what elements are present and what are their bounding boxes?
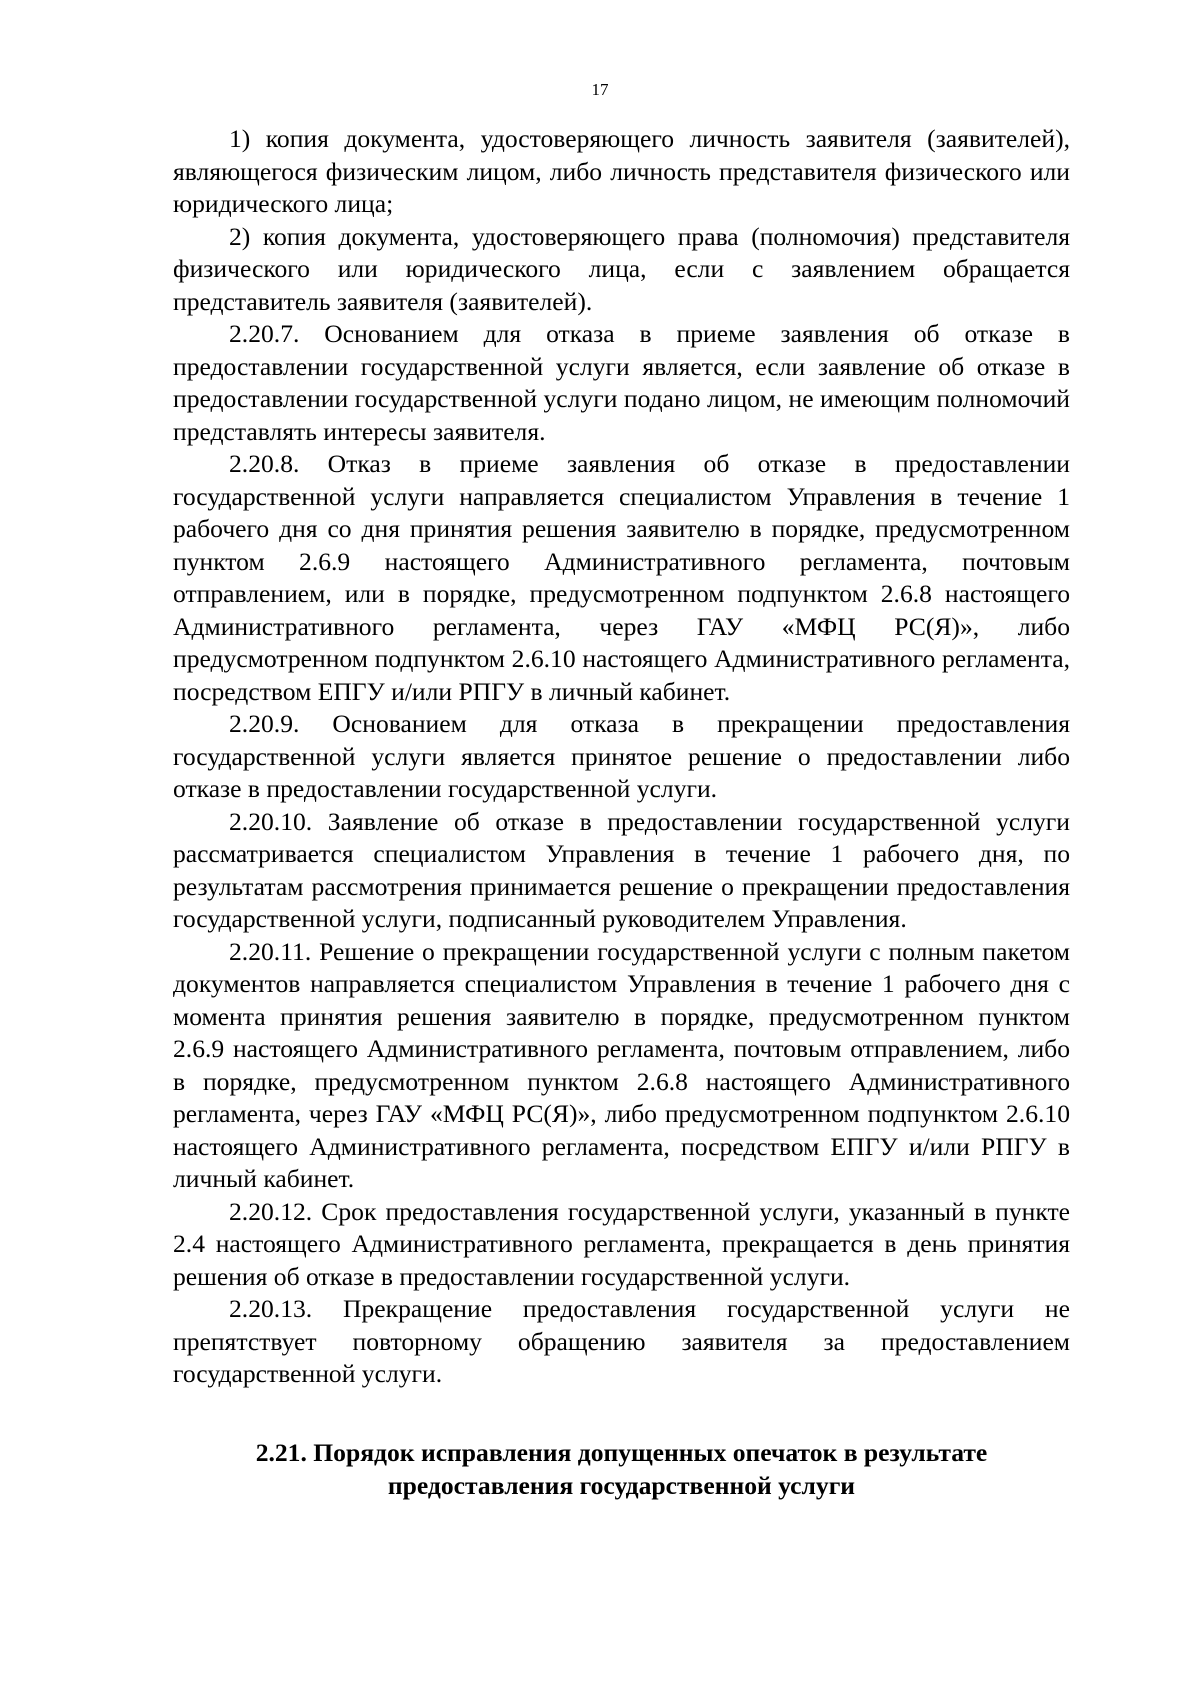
section-heading-line-1: 2.21. Порядок исправления допущенных опечаток в результате <box>255 1438 988 1467</box>
paragraph-2-20-9: 2.20.9. Основанием для отказа в прекращении предоставления государственной услуги является принятое решение о предоставлении либо отказе в предоставлении государственной услуги. <box>173 709 1070 803</box>
paragraph-2-20-11: 2.20.11. Решение о прекращении государственной услуги с полным пакетом документов направляется специалистом Управления в течение 1 рабочего дня с момента принятия решения заявителю в порядке, предусмотренном пунктом 2.6.9 настоящего Административного регламента, почтовым отправлением, либо в порядке, предусмотренном пунктом 2.6.8 настоящего Административного регламента, через ГАУ «МФЦ РС(Я)», либо предусмотренном подпунктом 2.6.10 настоящего Административного регламента, посредством ЕПГУ и/или РПГУ в личный кабинет. <box>173 936 1070 1193</box>
page-number: 17 <box>591 80 609 99</box>
paragraph-2-20-10: 2.20.10. Заявление об отказе в предоставлении государственной услуги рассматривается специалистом Управления в течение 1 рабочего дня, по результатам рассмотрения принимается решение о прекращении предоставления государственной услуги, подписанный руководителем Управления. <box>173 806 1070 933</box>
paragraph-item-1-document-copy: 1) копия документа, удостоверяющего личность заявителя (заявителей), являющегося физическим лицом, либо личность представителя физического или юридического лица; <box>173 124 1070 218</box>
section-heading-line-2: предоставления государственной услуги <box>387 1470 856 1500</box>
document-body <box>173 123 1070 1391</box>
paragraph-2-20-12: 2.20.12. Срок предоставления государственной услуги, указанный в пункте 2.4 настоящего Административного регламента, прекращается в день принятия решения об отказе в предоставлении государственной услуги. <box>173 1196 1070 1291</box>
paragraph-2-20-13: 2.20.13. Прекращение предоставления государственной услуги не препятствует повторному обращению заявителя за предоставлением государственной услуги. <box>173 1294 1070 1388</box>
section-heading-2-21 <box>173 1437 1070 1502</box>
paragraph-2-20-7: 2.20.7. Основанием для отказа в приеме заявления об отказе в предоставлении государственной услуги является, если заявление об отказе в предоставлении государственной услуги подано лицом, не имеющим полномочий представлять интересы заявителя. <box>173 319 1070 446</box>
paragraph-2-20-8: 2.20.8. Отказ в приеме заявления об отказе в предоставлении государственной услуги направляется специалистом Управления в течение 1 рабочего дня со дня принятия решения заявителю в порядке, предусмотренном пунктом 2.6.9 настоящего Административного регламента, почтовым отправлением, или в порядке, предусмотренном подпунктом 2.6.8 настоящего Административного регламента, через ГАУ «МФЦ РС(Я)», либо предусмотренном подпунктом 2.6.10 настоящего Административного регламента, посредством ЕПГУ и/или РПГУ в личный кабинет. <box>173 449 1070 706</box>
paragraph-item-2-authority-copy: 2) копия документа, удостоверяющего права (полномочия) представителя физического или юридического лица, если с заявлением обращается представитель заявителя (заявителей). <box>173 221 1070 316</box>
